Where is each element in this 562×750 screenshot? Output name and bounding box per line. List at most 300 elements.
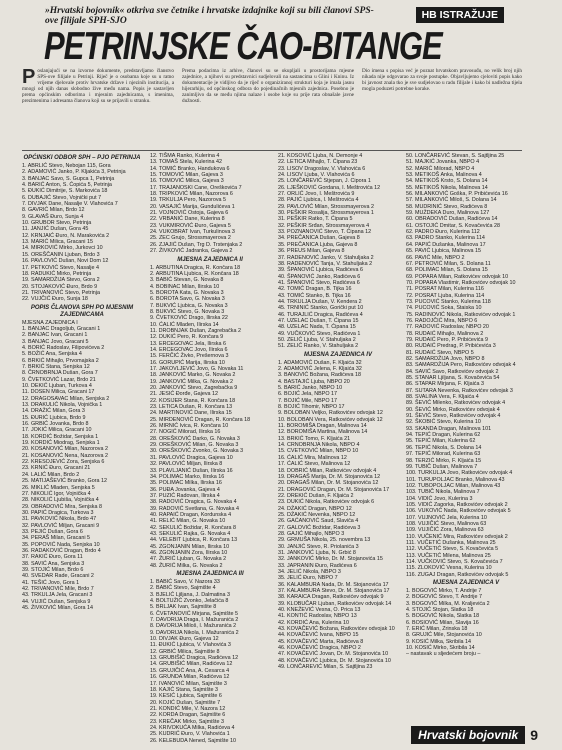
headline: PETRINJSKE ČAO-BITANGE xyxy=(44,24,442,68)
list-entry: 52. MARIĆ Milorad, NBPO 4 xyxy=(406,165,475,172)
list-entry: 67. PETROVIĆ Milan, S. Dolana 11 xyxy=(406,260,491,267)
list-entry: 24. KRIVOKUĆA Milka, Radićeva 4 xyxy=(150,724,235,731)
list-entry: 24. LALIĆ Milan, Brdo 2 xyxy=(22,471,80,478)
list-entry: 33. PLAVLJANIĆ Dušan, Ilirska 16 xyxy=(150,467,233,474)
list-entry: 15. GRUJIČIĆ Ana, A. Cesarca 4 xyxy=(150,667,230,674)
list-entry: 19. SAMARDŽIJA Stevo, Gora 2 xyxy=(22,277,100,284)
list-entry: 19. KORDIĆ Miodrag, Senjska 1 xyxy=(22,440,100,447)
list-entry: 96. TEPIĆ Nikola, S. Dolana 14 xyxy=(406,444,482,451)
list-entry: 113. VUČETIĆ Milena, Malinova 25 xyxy=(406,552,491,559)
list-entry: 33. PEJIĆ Dušan, Gora 6 xyxy=(22,528,83,535)
list-entry: 2. ADAMOVIĆ Janko, P. Kljakića 3, Petrinja xyxy=(22,169,126,176)
list-entry: 41. ŠPANOVIĆ Stevo, Radićeva 6 xyxy=(278,279,360,286)
list-entry: 105. VIDIĆ Zagorka, Ratkovićev odvojak 2 xyxy=(406,501,508,508)
list-entry: 4. BARIĆ Anton, S. Ćopića 5, Petrinja xyxy=(22,182,112,189)
list-entry: 21. KOSOVIĆ Ljuba, N. Demonje 4 xyxy=(278,153,363,159)
list-entry: 3. BABIĆ Stevan, G. Novaka 8 xyxy=(150,277,224,284)
list-entry: 111. VUČETIĆ Dušanka, Malinova 25 xyxy=(406,539,496,546)
list-entry: 115. ZLOKOVIĆ Vesna, Kulerina 10 xyxy=(406,565,492,572)
list-entry: 45. TRNINIĆ Stanko, Gorički put 10 xyxy=(278,305,364,312)
list-entry: 42. KORDIĆ Ana, Kulerina 10 xyxy=(278,619,350,626)
list-entry: 13. TOMAŠ Stela, Kulerina 42 xyxy=(150,159,223,166)
list-entry: 94. TEPIĆ Dragan, Kulerina 62 xyxy=(406,432,481,439)
list-entry: 22. VRBANIĆ Dane, Kulerina 8 xyxy=(150,216,225,223)
list-entry: 20. STOJAKOVIĆ Đuro, Brdo 9 xyxy=(22,283,98,290)
list-entry: 28. GAJIĆ Mihajlo, NBPO 3 xyxy=(278,530,345,537)
list-entry: 27. ORLIĆ Jovo, I. Meštrovića 9 xyxy=(278,191,355,198)
list-entry: 13. MARIĆ Milica, Gracani 15 xyxy=(22,239,93,246)
list-entry: 83. SAMARDŽIJA Pero, Ratkovićev odvojak 4 xyxy=(406,362,516,369)
list-column xyxy=(278,153,398,723)
list-entry: 112. VUČETIĆ Stevo, S. Kovačevića 5 xyxy=(406,546,499,553)
list-column xyxy=(150,153,270,744)
list-entry: 9. GLAVAŠ Đuro, Sunja 4 xyxy=(22,213,84,220)
list-entry: 21. VOJNOVIĆ Ostoja, Gajeva 6 xyxy=(150,210,229,217)
list-entry: 30. OREŠKOVIĆ Zvonko, G. Novaka 3 xyxy=(150,448,244,455)
list-entry: 12. TIŠMA Ranko, Kulerina 4 xyxy=(150,153,220,159)
list-entry: 65. PAVIĆ Ljubica, Malinova 15 xyxy=(406,248,482,255)
list-entry: 36. RADAKOVIĆ Dragan, Brdo 4 xyxy=(22,547,101,554)
list-entry: 8. DAVORIJA Miloš, I. Mažuranića 2 xyxy=(150,623,237,630)
list-entry: 24. MARTINOVIĆ Dane, Ilirska 15 xyxy=(150,410,232,417)
list-entry: 6. BOROTA Savo, G. Novaka 3 xyxy=(150,296,225,303)
list-entry: 34. POLIMAC Marko, Ilirska 16 xyxy=(150,473,225,480)
list-entry: 46. TURAJLIĆ Dragica, Radićeva 4 xyxy=(278,311,363,318)
list-entry: 14. ERCEGOVAC Jovo, Ilirska 6 xyxy=(150,346,228,353)
list-entry: 4. BORIĆ Radoslav, Filipovićeva 2 xyxy=(22,344,105,351)
list-entry: 11. BOROMIŠA Dragan, Malinova 14 xyxy=(278,423,367,430)
list-entry: 90. ŠEVIĆ Mirko, Ratkovićev odvojak 4 xyxy=(406,406,500,413)
list-entry: 47. UZELAC Dušan, T. Ćipana 15 xyxy=(278,317,359,324)
list-entry: 23. LISOV Dragoslav, V. Vlahovića 6 xyxy=(278,165,366,172)
list-entry: 6. BOSIOVIĆ Milan, Slavija 16 xyxy=(406,619,479,626)
list-entry: 22. KRESOJEVIĆ Zora, Senjska 6 xyxy=(22,459,105,466)
list-entry: 99. TUBIČ Dušan, Malinova 7 xyxy=(406,463,478,470)
list-entry: 39. ŠPANOVIĆ Ljubica, Radićeva 6 xyxy=(278,267,363,274)
list-entry: 51. ZELIĆ Ranko, V. Stahuljaka 2 xyxy=(278,343,359,350)
list-entry: 22. VUJČIĆ Đuro, Sunja 18 xyxy=(22,296,88,303)
list-entry: 110. VUČENIĆ Mira, Ratkovićev odvojak 2 xyxy=(406,533,508,540)
list-entry: 5. BOŽIĆ Ana, Senjska 4 xyxy=(22,351,82,358)
list-entry: 51. MAJKIĆ Jovanka, NBPO 4 xyxy=(406,159,480,166)
list-entry: 8. ČRNOBRNJA Dušan, Gora 7 xyxy=(22,370,98,377)
list-entry: 17. TRAJANOSKI Cane, Oreškovića 7 xyxy=(150,184,242,191)
list-entry: 16. PAVLOVIĆ Dušan, Novi Dom 12 xyxy=(22,258,109,265)
list-entry: 47. ŽURIĆ Ljuban, G. Novaka 2 xyxy=(150,556,227,563)
list-entry: 15. ĐURIĆ Ljubica, Brdo 9 xyxy=(22,414,86,421)
list-entry: 1. BOGOVIĆ Mirko, T. Andrije 7 xyxy=(406,588,482,595)
list-entry: 18. JANKOVIĆ Marko, G. Novaka 2 xyxy=(150,372,236,379)
list-entry: 23. LETICA Dušan, R. Končara 13 xyxy=(150,404,233,411)
list-entry: 43. TOMIĆ Stanko, B. Tijka 16 xyxy=(278,292,351,299)
list-entry: 6. BRKIĆ Mihajlo, Prvomajska 2 xyxy=(22,357,99,364)
list-entry: 32. PAVLOVIĆ Miljan, Ilirska 8 xyxy=(150,461,223,468)
list-entry: 28. PAJIĆ Ljubica, I. Meštrovića 4 xyxy=(278,197,359,204)
list-entry: 42. TRIVANOVIĆ Mile, Brdo 7 xyxy=(22,586,94,592)
publication-name: Hrvatski bojovnik xyxy=(411,726,525,744)
list-entry: 13. ERCEGOVAC Jela, Ilirska 6 xyxy=(150,340,226,347)
list-entry: 61. OSTOJIĆ Dmitar, S. Kovačevića 28 xyxy=(406,222,500,229)
list-entry: 9. ČVETKOVIĆ Lazar, Brdo 21 xyxy=(22,376,96,383)
list-entry: 8. GAVRIĆ Milan, Brdo 12 xyxy=(22,207,85,214)
list-entry: 4. BOLTUŽIĆ Zvonko, Jelačića 8 xyxy=(150,598,229,605)
list-entry: 42. SEKULIĆ Božidar, R. Končara 8 xyxy=(150,524,236,531)
list-entry: 27. NOGIĆ Milorad, Ilirska 16 xyxy=(150,429,221,436)
list-entry: 41. RELIĆ Milan, G. Novaka 10 xyxy=(150,518,226,525)
list-entry: 37. RAKIĆ Đuro, Gora 11 xyxy=(22,554,83,561)
list-entry: 15. CVETKOVIĆ Milan, NBPO 10 xyxy=(278,448,359,455)
list-entry: 48. ŽURIĆ Milka, G. Novaka 2 xyxy=(150,562,223,569)
list-entry: 44. TRKULJA Dušan, V. Kendera 2 xyxy=(278,298,362,305)
list-entry: 19. DRAGAŠ Marija, Dr. M. Stojanovića 12 xyxy=(278,473,381,480)
list-entry: 6. ČVETANOVIĆ Mirjana, Sajmište 5 xyxy=(150,610,238,617)
list-entry: 23. KRNIĆ Đuro, Gracani 21 xyxy=(22,465,91,472)
list-entry: 2. BOGOVIĆ Stevo, T. Andrije 7 xyxy=(406,594,483,601)
list-entry: 25. ZEC Grujo, Strossmayerova 2 xyxy=(150,235,231,242)
list-entry: 46. ZGONJANIN Zora, Ilirska 10 xyxy=(150,549,228,556)
list-entry: 21. KOSANOVIĆ Nena, Nazorova 2 xyxy=(22,452,108,459)
list-entry: 10. KOSIĆ Mirko, Skribila 14 xyxy=(406,645,475,652)
list-entry: 10. DIVJAK Đuro, Gajeva 12 xyxy=(150,636,219,643)
list-entry: 36. PREUS Milan, Gajeva 8 xyxy=(278,248,345,255)
list-entry: 38. SAVIĆ Ana, Senjska 3 xyxy=(22,560,85,567)
list-entry: 26. ZJAJIĆ Dušan, Trg D. Trstenjaka 2 xyxy=(150,241,243,248)
list-entry: 15. TOMOVIĆ Milan, Gajeva 3 xyxy=(150,172,223,179)
list-entry: 74. PUCOVIĆ Soka, Staiska 10 xyxy=(406,305,482,312)
list-entry: 48. UZELAC Nada, T. Ćipana 15 xyxy=(278,324,356,331)
list-entry: 101. TURUPOLJAC Branko, Malinova 43 xyxy=(406,476,505,483)
list-entry: MJESNA ZAJEDNICA I xyxy=(22,319,78,326)
list-entry: 10. ĆALIĆ Mladen, Ilirska 14 xyxy=(150,321,219,328)
list-section-heading: POPIS ČLANOVA SPH PO MJESNIM ZAJEDNICAMA xyxy=(30,304,134,318)
list-entry: 1. BANJAC Dragoljub, Gracani 1 xyxy=(22,325,101,332)
list-entry: 21. KONDIĆ Mile, V. Nazora 12 xyxy=(150,705,226,712)
list-entry: 30. JANJIĆ Stevo, R. Priolanića 3 xyxy=(278,543,359,550)
list-entry: 17. IVANOVIĆ Milan, Sajmište 3 xyxy=(150,680,227,687)
list-entry: 102. TUBOPOLJAC Milan, Malinova 43 xyxy=(406,482,501,489)
list-entry: 32. PAVLOVIĆ Miljan, Gracani 9 xyxy=(22,522,100,529)
list-entry: 36. PUĐA Jovanka, Gajeva 4 xyxy=(150,486,220,493)
list-entry: 28. OREŠKOVIĆ Darko, G. Novaka 3 xyxy=(150,435,240,442)
list-entry: 6. BOJIĆ Jela, NBPO 17 xyxy=(278,391,338,398)
list-entry: 86. STAPAR Mirjana, F. Kljaića 3 xyxy=(406,381,484,388)
list-entry: 24. DŽAKIĆ Dragan, NBPO 12 xyxy=(278,505,352,512)
list-entry: 64. PAPIĆ Dušanka, Malinova 17 xyxy=(406,241,486,248)
list-entry: 12. DUKIĆ Pero, R. Končara 9 xyxy=(150,334,224,341)
page-footer xyxy=(411,726,538,744)
list-entry: 17. PETKOVIĆ Stevo, Nasalje 4 xyxy=(22,264,100,271)
list-entry: 103. TUBIČ Nikola, Malinova 7 xyxy=(406,489,480,496)
list-entry: 18. KORDIĆ Božidar, Senjska 1 xyxy=(22,433,99,440)
list-entry: 92. ŠKOBIĆ Stevo, Kulerina 10 xyxy=(406,419,481,426)
list-entry: 18. KAJIĆ Stana, Sajmište 3 xyxy=(150,686,219,693)
divider-rule xyxy=(22,150,522,151)
list-entry: 1. ABRLIĆ Stevo, Nebojan 115, Gora xyxy=(22,163,111,169)
list-entry: 10. GRUBOR Stevo, Petrinja xyxy=(22,220,92,227)
list-entry: 7. ERIĆ Milan, Zrinska 18 xyxy=(406,626,468,633)
list-entry: – nastavak u sljedećem broju – xyxy=(406,651,481,658)
list-entry: 7. BUKVIĆ Ljubica, G. Novaka 3 xyxy=(150,302,228,309)
list-entry: 116. ZUGAJ Dragan, Ratkovićev odvojak 5 xyxy=(406,571,509,578)
list-entry: 41. TEŠIĆ Jovo, Gora 1 xyxy=(22,579,80,586)
section-tag: HB ISTRAŽUJE xyxy=(416,7,504,23)
list-entry: 80. RUDAIĆ Predrag, P. Pribićevića 3 xyxy=(406,343,496,350)
list-entry: 22. KORDA Dragan, Sajmište 6 xyxy=(150,712,226,719)
list-entry: 29. OBRADOVIĆ Mira, Senjska 8 xyxy=(22,503,102,510)
article-column-1 xyxy=(22,68,174,146)
list-entry: 34. PREČANICA Dušan, Gajeva 8 xyxy=(278,235,360,242)
list-entry: 3. BOGOVIĆ Milka, M. Kraljevića 2 xyxy=(406,600,490,607)
list-entry: 38. RADENOVIĆ Tanja, V. Stahuljaka 2 xyxy=(278,260,373,267)
list-entry: 29. PAVLOVIĆ Milan, Strossmayerova 2 xyxy=(278,203,374,210)
list-entry: 25. LONČAREVIĆ Stjepan, J. Cipora 1 xyxy=(278,178,371,185)
list-entry: 82. SAMARDŽIJA Jovo, NBPO 8 xyxy=(406,356,485,362)
kicker-text: »Hrvatski bojovnik« otkriva sve četnike i hrvatske izdajnike koji su bili članovi SPS-ove filijale SPH-SJO xyxy=(45,6,374,26)
article-column-2: Prema podacima iz arhive, članovi su se okupljali u prostorijama mjesne zajednice, a njihovi su predstavnici sudjelovali na sastancima u Glini i Kninu. Iz dokumentacije je vidljivo da je riječ o organiziranoj strukturi koja je imala jasnu hijerarhiju, od općinskog odbora do pojedinačnih mjesnih zajednica. Posebno je zanimljivo da se među njima nalaze i osobe koje su prije rata obnašale javne dužnosti. xyxy=(182,68,354,104)
list-entry: 62. PADRO Đuro, Kulerina 112 xyxy=(406,229,480,236)
list-entry: 21. TRIVANOVIĆ Stevo, Petrinja xyxy=(22,289,100,296)
list-entry: 27. ŽIVKOVIĆ Jadranka, Gajeva 2 xyxy=(150,248,233,255)
list-entry: 15. OREŠČANIN Ljuban, Brdo 3 xyxy=(22,251,100,258)
list-entry: 79. RUDAIĆ Pero, P. Pribićevića 9 xyxy=(406,336,488,343)
page-number: 9 xyxy=(530,727,538,743)
list-entry: 17. JAKOVLJEVIĆ Jovo, G. Novaka 11 xyxy=(150,366,244,372)
list-entry: 98. TERZIĆ Mirko, F. Kljaića 15 xyxy=(406,457,482,464)
list-entry: 71. POSRAT Milan, Kulerina 116 xyxy=(406,286,484,293)
list-entry: 4. STOJIĆ Stojan, Slatka 18 xyxy=(406,607,474,614)
list-entry: 20. KOJIĆ Dušan, Sajmište 7 xyxy=(150,699,221,706)
list-entry: 12. KRNJAIĆ Đuro, N. Marakovića 2 xyxy=(22,232,110,239)
list-entry: 45. ŽIVKOVIĆ Milan, Gora 14 xyxy=(22,605,94,612)
list-entry: 13. BRKIĆ Tomo, F. Kljaića 21 xyxy=(278,435,351,442)
list-entry: 70. POPARA Vlastimir, Ratkovićev odvojak 10 xyxy=(406,279,516,286)
list-entry: 68. POLIMAC Milan, S. Dolana 15 xyxy=(406,267,488,274)
list-entry: 13. GRUBIŠIĆ Dragica, Radićeva 12 xyxy=(150,655,239,662)
list-entry: 8. BUKVIĆ Stevo, G. Novaka 3 xyxy=(150,308,225,315)
list-entry: 47. KOVAČEVIĆ Jovan, Dr. M. Stojanovića 10 xyxy=(278,651,389,658)
list-entry: 44. VELEBIT Ljubica, R. Končara 13 xyxy=(150,537,238,544)
list-entry: 38. KARAICA Dragan, Ratkovićev odvojak 9 xyxy=(278,594,384,601)
list-entry: 3. BJELIĆ Ljiljana, J. Dalmatina 3 xyxy=(150,591,230,598)
list-entry: 55. METIKOŠ Nikola, Malinova 14 xyxy=(406,184,488,191)
list-entry: 29. GRMUŠA Nikola, 25. novembra 13 xyxy=(278,537,371,544)
list-entry: 17. JOKIĆ Milica, Gracani 10 xyxy=(22,427,92,434)
list-entry: 2. BABIĆ Stevo, Sajmište 4 xyxy=(150,585,216,592)
list-entry: 5. BARIĆ Janko, NBPO 10 xyxy=(278,385,343,392)
list-entry: 35. PREČANICA Ljuba, Gajeva 8 xyxy=(278,241,358,248)
list-entry: 23. VUKMIROVIĆ Đuro, Gajeva 5 xyxy=(150,222,231,229)
list-entry: 20. DRAGAŠ Milan, Dr. M. Stojanovića 12 xyxy=(278,480,379,487)
list-entry: 32. PEŠKIR Srđan, Strossmayerova 4 xyxy=(278,222,370,229)
list-entry: 2. ARBUTINA Ljubica, R. Končara 18 xyxy=(150,270,239,277)
list-entry: 19. TRKULJA Pero, Nazorova 5 xyxy=(150,197,227,204)
list-entry: 26. GAĆANOVIĆ Saud, Slaviča 4 xyxy=(278,518,359,525)
list-entry: 17. ĆALIĆ Stevo, Malinova 12 xyxy=(278,461,351,468)
list-entry: 11. JANJIĆ Dušan, Gora 45 xyxy=(22,226,89,233)
list-entry: 114. VUČKOVIĆ Stevo, S. Kovačevića 7 xyxy=(406,559,503,565)
list-entry: 30. PAPIĆ Dragica, Turkova 3 xyxy=(22,509,94,516)
list-entry: 8. GRUJIĆ Mile, Stojanovića 10 xyxy=(406,632,482,639)
list-entry: 2. BANJAC Ivan, Gracani 1 xyxy=(22,332,88,339)
list-entry: 7. BRKIĆ Stana, Senjska 12 xyxy=(22,363,90,370)
list-entry: 46. KOVAČEVIĆ Dragica, NBPO 2 xyxy=(278,645,361,652)
list-entry: 95. TEPIĆ Milan, Kulerina 62 xyxy=(406,438,476,445)
list-entry: 24. LISOV Ljuba, V. Vlahovića 6 xyxy=(278,172,355,179)
list-entry: 14. TOMIĆ Branko, Handukova 6 xyxy=(150,165,230,172)
list-entry: 36. KALAMBURA Nada, Dr. M. Stojanovića 17 xyxy=(278,581,389,588)
list-entry: 39. STOJIĆ Milan, Brdo 6 xyxy=(22,566,84,573)
list-entry: 1. BABIĆ Savo, V. Nazora 33 xyxy=(150,579,220,585)
list-entry: 4. BASTAJIĆ Ljuba, NBPO 20 xyxy=(278,378,350,385)
list-entry: 22. LETICA Mihajlo, T. Ćipana 23 xyxy=(278,159,358,166)
list-entry: 9. BOLOBAN Veljko, Ratkovićev odvojak 12 xyxy=(278,410,383,417)
list-entry: 108. VUJIČIĆ Stevo, Malinova 63 xyxy=(406,520,487,527)
list-entry: 24. VUKOBRAT Ivan, Turkulinova 3 xyxy=(150,229,235,236)
list-entry: 5. ĐUKIĆ Dimitrije, S. Markovića 18 xyxy=(22,188,108,195)
list-entry: 49. LONČAREVIĆ Milan, S. Sajtljina 23 xyxy=(278,664,373,671)
list-entry: 97. TEPIĆ Milorad, Kulerina 63 xyxy=(406,451,481,458)
list-entry: 18. DOBRIĆ Milan, Ratkovićev odvojak 4 xyxy=(278,467,377,474)
list-entry: 37. KALAMBURA Stevo, Dr. M. Stojanovića 17 xyxy=(278,588,390,595)
list-entry: 14. GRUBIŠIĆ Milan, Radićeva 12 xyxy=(150,661,233,668)
list-entry: 11. DROBNJAK Dušan, Zagrebačka 2 xyxy=(150,327,241,334)
list-entry: 12. GRBIĆ Milica, Sajmište 8 xyxy=(150,648,220,655)
list-entry: 48. KOVAČEVIĆ Ljubica, Dr. M. Stojanovića 10 xyxy=(278,657,391,664)
list-section-heading: MJESNA ZAJEDNICA V xyxy=(432,580,500,587)
article-column-3: Dio imena s popisa već je poznat hrvatskom pravosuđu, no velik broj njih nikada nije odgovarao za svoje postupke. Objavljujemo cjeloviti popis kako bi javnost znala tko je sve sudjelovao u radu filijale i kako bi nadležna tijela mogla poduzeti potrebne korake. xyxy=(362,68,522,92)
list-entry: 39. RADOVIĆ Svetlana, G. Novaka 4 xyxy=(150,505,239,512)
list-entry: 58. MUDRINIĆ Stevo, Radićeva 8 xyxy=(406,203,488,210)
list-entry: 60. OBRADOVIĆ Dušan, Radićeva 14 xyxy=(406,216,498,223)
list-entry: 25. DŽAKIĆ Nevenka, NBPO 12 xyxy=(278,511,356,518)
list-entry: 4. BOBINAC Milan, Ilirska 10 xyxy=(150,283,220,290)
list-entry: 19. KESIĆ Ljubica, Sajmište 6 xyxy=(150,693,222,700)
list-entry: 16. ĆALIĆ Mira, Malinova 12 xyxy=(278,454,347,461)
list-entry: 100. TURKULJA Jovo, Ratkovićev odvojak 4 xyxy=(406,470,513,477)
list-entry: 6. DUBAJIĆ Stevo, Vojnički put 7 xyxy=(22,194,102,201)
list-entry: 39. KLOBUČAR Ljuban, Ratkovićev odvojak 14 xyxy=(278,600,392,607)
list-entry: 22. KOSIJER Stana, R. Končara 18 xyxy=(150,397,236,404)
list-entry: 44. VUJIĆ Dušan, Senjska 9 xyxy=(22,598,91,605)
list-entry: 45. ZGONJANIN Milan, Ilirska 10 xyxy=(150,543,230,550)
list-entry: 43. TRKULJA Jela, Gracani 3 xyxy=(22,592,93,599)
list-entry: 16. GRUNDA Milan, Radićeva 12 xyxy=(150,674,230,681)
list-entry: 7. DIVJAK Dane, Nasalje V. Vlahovića 7 xyxy=(22,201,118,208)
list-entry: 26. KELEBUDA Nened, Sajmište 10 xyxy=(150,737,236,744)
list-entry: 109. VUJIČIĆ Zora, Malinova 63 xyxy=(406,527,484,534)
list-section-heading: MJESNA ZAJEDNICA II xyxy=(177,256,243,263)
list-entry: 11. ĐUKIĆ Ljubica, V. Vlahovića 3 xyxy=(150,642,231,649)
list-entry: 3. BANOVIĆ Božana, Radićeva 18 xyxy=(278,372,361,379)
list-entry: 34. JELIĆ Nikola, NBPO 3 xyxy=(278,569,341,575)
list-entry: 76. RADOJČIĆ Mira, NBPO 6 xyxy=(406,317,478,324)
list-entry: 87. SUTARA Nevenka, Ratkovićev odvojak 3 xyxy=(406,387,513,394)
list-entry: 33. JAPRANIN Đuro, Radićeva 6 xyxy=(278,562,357,569)
list-entry: 25. MATIJAŠEVIĆ Branko, Gora 12 xyxy=(22,478,107,485)
list-entry: 50. LONČAREVIĆ Stevan, S. Sajtljina 25 xyxy=(406,153,505,159)
list-entry: 14. DRAŽIĆ Milan, Gora 3 xyxy=(22,408,85,415)
list-entry: 5. BRLJAK Ivan, Sajmište 8 xyxy=(150,604,217,611)
list-entry: 43. KOVAČEVIĆ Božana, Ratkovićev odvojak 10 xyxy=(278,626,395,633)
list-entry: 3. BANJAC Savo, S. Gupca 1, Petrinja xyxy=(22,175,115,182)
list-entry: 77. RADOVIĆ Radoslav, NBPO 20 xyxy=(406,324,489,331)
list-entry: 45. KOVAČEVIĆ Marta, Radićeva 8 xyxy=(278,638,364,645)
article-text-1: oslanjajući se na izvorne dokumente, predstavljamo članstvo SPS-ove filijale u Petrinji. Riječ je o osobama koje su u ratno vrijeme djelovale protiv hrvatske države i njezinih institucija, a mnogi od njih danas slobodno žive među nama. Popis je sastavljen prema općinskim odborima i mjesnim zajednicama, s imenima, prezimenima i adresama članova koji su se prijavili u stranku. xyxy=(22,68,174,104)
list-entry: 29. OREŠKOVIĆ Milan, G. Novaka 3 xyxy=(150,442,239,449)
list-entry: 32. JANKOVIĆ Mirko, Dr. M. Stojanovića 15 xyxy=(278,556,383,563)
list-entry: 56. MILANKOVIĆ Goška, P. Pribićevića 16 xyxy=(406,191,508,198)
list-entry: 59. MUŽDEKA Duro, Malinova 127 xyxy=(406,210,490,217)
list-entry: 57. MILANKOVIĆ Miloš, S. Dolana 14 xyxy=(406,197,497,204)
list-entry: 41. KONTIĆ Radoslav, NBPO 13 xyxy=(278,613,357,620)
list-entry: 33. POZNANOVIĆ Stevo, T. Ćipana 12 xyxy=(278,229,372,236)
list-entry: 11. DOSEN Milica, Gracani 17 xyxy=(22,389,95,396)
list-entry: 31. PAVLOVIĆ Dragica, Gajeva 10 xyxy=(150,454,233,461)
list-entry: 19. JANKOVIĆ Milka, G. Novaka 2 xyxy=(150,378,233,385)
list-entry: 35. POLIMAC Milka, Ilirska 16 xyxy=(150,480,222,487)
list-entry: 28. NIKOLIĆ Ljubiša, Vojnička 4 xyxy=(22,497,99,504)
list-entry: 14. MIRKOVIĆ Mirko, Jurkovci 10 xyxy=(22,245,103,252)
list-entry: 27. GALOVIĆ Božidar, Radićeva 3 xyxy=(278,524,361,531)
list-entry: 84. SAVIĆ Savo, Ratkovićev odvojak 2 xyxy=(406,368,499,375)
list-entry: 40. SVEDAR Rade, Gracani 2 xyxy=(22,573,94,580)
list-entry: 88. SVALINA Vera, F. Kljaića 4 xyxy=(406,394,479,401)
list-entry: 2. ADAMOVIĆ Jelena, F. Kljaića 32 xyxy=(278,366,362,372)
list-entry: 25. MIRDENOVIĆ Dragan, R. Končara 18 xyxy=(150,416,251,423)
list-entry: 20. JANKOVIĆ Stevo, Zagrebačka 9 xyxy=(150,385,238,392)
drop-cap: P xyxy=(22,66,36,88)
list-entry: 69. POPARA Milan, Ratkovićev odvojak 10 xyxy=(406,273,509,280)
list-entry: 27. NIKOLIĆ Igor, Vojnička 4 xyxy=(22,490,91,497)
list-column xyxy=(406,153,526,723)
list-entry: 81. RUDAIĆ Stevo, NBPO 5 xyxy=(406,349,474,356)
list-entry: 34. PERAŠ Milan, Gracani 5 xyxy=(22,535,91,542)
list-entry: 72. POSRAT Ljuba, Kulerina 114 xyxy=(406,292,485,299)
list-entry: 23. DUKIĆ Nikola, Ratkovićev odvojak 6 xyxy=(278,499,375,506)
list-entry: 40. KNEŽEVIĆ Vesna, O. Prica 13 xyxy=(278,607,361,614)
list-entry: 26. LJEŠKOVIĆ Gordana, I. Meštrovića 12 xyxy=(278,184,381,191)
list-entry: 13. DRAKULIĆ Nikola, Vojnička 1 xyxy=(22,402,103,409)
list-entry: 23. KREČAK Mirko, Sajmište 3 xyxy=(150,718,224,725)
list-entry: 26. MIRNIĆ Ivica, R. Končara 10 xyxy=(150,423,229,430)
list-entry: 7. BOJIĆ Mile, NBPO 17 xyxy=(278,397,338,404)
list-entry: 20. KOSANOVIĆ Milan, Nazorova 2 xyxy=(22,446,108,453)
list-entry: 89. ŠEVIĆ Milenko, Ratkovićev odvojak 4 xyxy=(406,400,506,407)
list-section-heading: MJESNA ZAJEDNICA III xyxy=(176,571,244,577)
list-section-heading: OPĆINSKI ODBOR SPH – PJO PETRINJA xyxy=(23,155,141,161)
list-entry: 9. KOSIĆ Milka, Skribila 14 xyxy=(406,638,472,645)
list-entry: 10. DEKIĆ Ljuban, Turkova 4 xyxy=(22,383,92,389)
list-entry: 12. DRAGOSAVAC Milan, Senjska 2 xyxy=(22,395,110,402)
list-entry: 93. SKANDA Dragan, Malinova 101 xyxy=(406,425,492,432)
list-entry: 35. POPOVIĆ Nada, Senjska 10 xyxy=(22,541,100,548)
list-entry: 25. KUDRIĆ Đuro, V. Vlahovića 1 xyxy=(150,731,230,738)
list-entry: 12. BOROMIŠA Martina, Malinova 14 xyxy=(278,429,368,436)
list-entry: 21. JESIĆ Đorđe, Gajeva 12 xyxy=(150,391,219,398)
list-entry: 14. CRNOBRNJA Nikola, NBPO 4 xyxy=(278,442,360,449)
list-entry: 1. ADAMOVIĆ Dušan, F. Kljaića 32 xyxy=(278,359,362,366)
list-entry: 21. DRAGOVIĆ Dragan, Dr. M. Stojanovića 17 xyxy=(278,486,390,493)
list-entry: 78. RUDAIĆ Mihajlo, Malinova 2 xyxy=(406,330,484,337)
list-entry: 40. RAPAIĆ Dragan, Kordunska 4 xyxy=(150,511,232,518)
list-entry: 37. RADENOVIĆ Janko, V. Stahuljaka 2 xyxy=(278,254,374,261)
list-entry: 5. BOGOVIĆ Nikola, Slatka 18 xyxy=(406,613,480,620)
list-entry: 31. JANKOVIĆ Ljuba, N. Grbić 8 xyxy=(278,549,356,556)
list-entry: 38. RADOVIĆ Dragica, G. Novaka 4 xyxy=(150,499,237,506)
list-entry: 107. VUJNOVIĆ Jela, Kulerina 10 xyxy=(406,514,487,521)
list-entry: 53. METIKOŠ Anka, Malinova 4 xyxy=(406,172,482,179)
list-entry: 5. BOROTA Kata, G. Novaka 3 xyxy=(150,289,224,296)
